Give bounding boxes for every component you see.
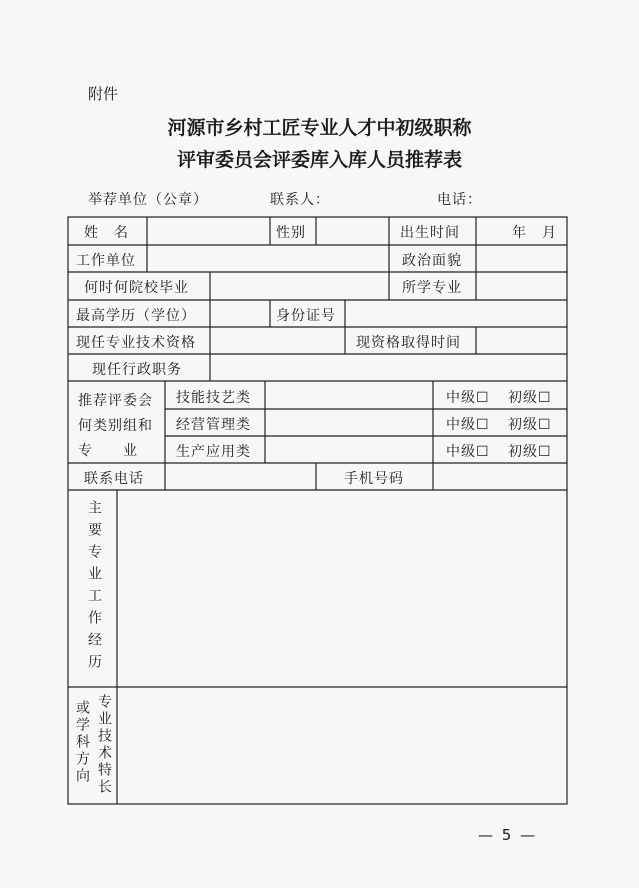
page-number: — 5 — <box>478 826 538 844</box>
graduation-label: 何时何院校毕业 <box>84 280 189 296</box>
recommend-group-line-1: 推荐评委会 <box>78 393 153 409</box>
major-label: 所学专业 <box>402 280 462 296</box>
level-junior-checkbox-produce[interactable]: 初级☐ <box>508 444 552 460</box>
mobile-label: 手机号码 <box>344 471 404 487</box>
specialty-label-line-1: 专业技术特长 <box>96 694 112 796</box>
level-mid-checkbox-produce[interactable]: 中级☐ <box>446 444 490 460</box>
birth-value: 年 月 <box>512 225 557 241</box>
level-mid-checkbox-skill[interactable]: 中级☐ <box>446 390 490 406</box>
category-manage-label: 经营管理类 <box>176 417 251 433</box>
level-junior-checkbox-manage[interactable]: 初级☐ <box>508 417 552 433</box>
recommending-unit-label: 举荐单位（公章） <box>88 192 208 208</box>
attachment-label: 附件 <box>88 85 119 103</box>
qualification-time-label: 现资格取得时间 <box>356 335 461 351</box>
level-mid-checkbox-manage[interactable]: 中级☐ <box>446 417 490 433</box>
contact-phone-label: 联系电话 <box>84 471 144 487</box>
category-produce-label: 生产应用类 <box>176 444 251 460</box>
title-line-1: 河源市乡村工匠专业人才中初级职称 <box>167 117 472 139</box>
contact-person-label: 联系人： <box>270 192 330 208</box>
name-label: 姓 名 <box>84 225 129 241</box>
phone-label: 电话： <box>437 192 482 208</box>
experience-label: 主要专业工作经历 <box>86 500 102 676</box>
qualification-label: 现任专业技术资格 <box>76 335 196 351</box>
specialty-label-line-2: 或学科方向 <box>74 700 90 785</box>
title-line-2: 评审委员会评委库入库人员推荐表 <box>176 149 462 171</box>
id-number-label: 身份证号 <box>276 308 336 324</box>
gender-label: 性别 <box>276 225 306 241</box>
admin-post-label: 现任行政职务 <box>92 362 182 378</box>
birth-label: 出生时间 <box>400 225 460 241</box>
work-unit-label: 工作单位 <box>76 253 136 269</box>
recommend-group-line-2: 何类别组和 <box>78 418 153 434</box>
education-label: 最高学历（学位） <box>76 308 196 324</box>
category-skill-label: 技能技艺类 <box>176 390 251 406</box>
political-status-label: 政治面貌 <box>402 253 462 269</box>
level-junior-checkbox-skill[interactable]: 初级☐ <box>508 390 552 406</box>
recommend-group-line-3: 专 业 <box>78 443 138 459</box>
